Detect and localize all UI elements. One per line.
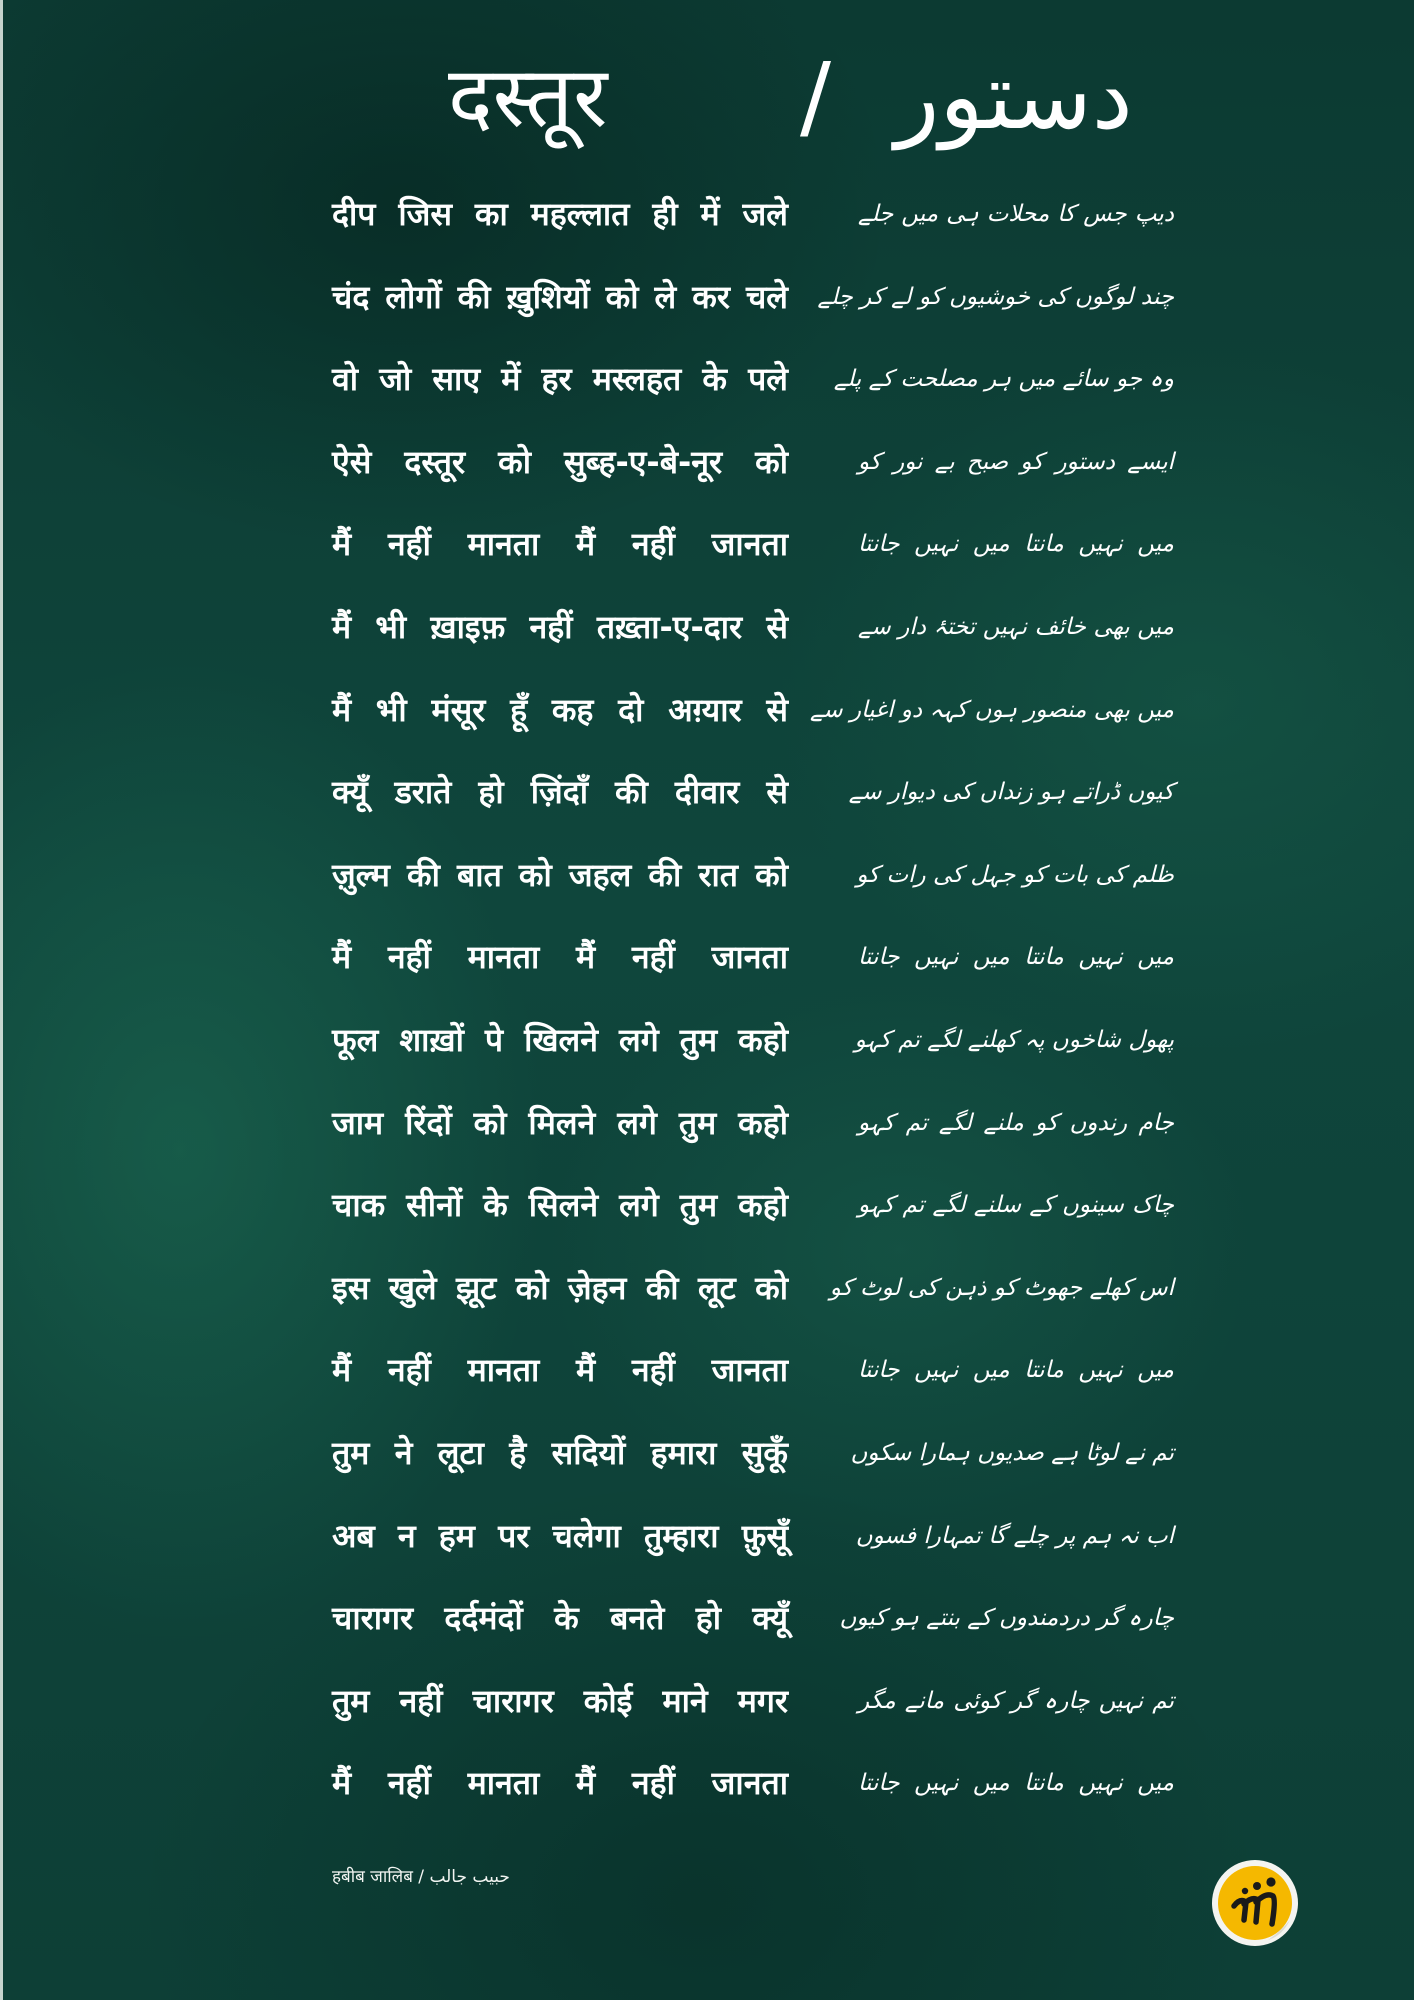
verse-hindi: फूल शाख़ों पे खिलने लगे तुम कहो [332, 1021, 788, 1059]
verse-row [0, 1425, 1414, 1481]
verse-urdu: میں نہیں مانتا میں نہیں جانتا [858, 1357, 1174, 1384]
verse-hindi: जाम रिंदों को मिलने लगे तुम कहो [332, 1103, 788, 1142]
verse-urdu: کیوں ڈراتے ہو زنداں کی دیوار سے [848, 779, 1174, 806]
verse-row [0, 1260, 1414, 1316]
poet-credit: हबीब जालिब / حبیب جالب [332, 1867, 510, 1887]
verse-row [0, 1342, 1414, 1398]
verse-hindi: मैं नहीं मानता मैं नहीं जानता [332, 938, 788, 977]
verse-row [0, 1012, 1414, 1068]
verse-row [0, 764, 1414, 820]
verse-urdu: میں نہیں مانتا میں نہیں جانتا [858, 944, 1174, 971]
verse-urdu: چند لوگوں کی خوشیوں کو لے کر چلے [817, 283, 1174, 310]
verse-hindi: मैं नहीं मानता मैं नहीं जानता [332, 525, 788, 564]
verse-hindi: चंद लोगों की ख़ुशियों को ले कर चले [332, 277, 788, 316]
verse-urdu: دیپ جس کا محلات ہی میں جلے [858, 201, 1174, 227]
verse-hindi: क्यूँ डराते हो ज़िंदाँ की दीवार से [332, 773, 788, 812]
verse-hindi: वो जो साए में हर मस्लहत के पले [332, 360, 788, 399]
verse-row [0, 1508, 1414, 1564]
verse-hindi: मैं भी मंसूर हूँ कह दो अग़्यार से [332, 690, 788, 729]
title-urdu: دستور [895, 43, 1133, 150]
verse-row [0, 929, 1414, 985]
verse-urdu: چارہ گر دردمندوں کے بنتے ہو کیوں [839, 1605, 1174, 1632]
verse-hindi: ज़ुल्म की बात को जहल की रात को [332, 855, 788, 894]
verse-urdu: پھول شاخوں پہ کھلنے لگے تم کہو [854, 1027, 1174, 1053]
verse-hindi: अब न हम पर चलेगा तुम्हारा फ़ुसूँ [332, 1516, 788, 1555]
verse-row [0, 269, 1414, 325]
verse-hindi: चाक सीनों के सिलने लगे तुम कहो [332, 1186, 788, 1225]
verse-urdu: اس کھلے جھوٹ کو ذہن کی لوٹ کو [829, 1274, 1174, 1301]
verse-hindi: ऐसे दस्तूर को सुब्ह-ए-बे-नूर को [332, 442, 788, 481]
verse-urdu: چاک سینوں کے سلنے لگے تم کہو [858, 1192, 1174, 1219]
verse-row [0, 599, 1414, 655]
verse-urdu: میں نہیں مانتا میں نہیں جانتا [858, 531, 1174, 558]
verse-hindi: मैं नहीं मानता मैं नहीं जानता [332, 1351, 788, 1390]
verse-row [0, 1755, 1414, 1811]
verse-urdu: وہ جو سائے میں ہر مصلحت کے پلے [833, 366, 1174, 393]
verse-urdu: تم نے لوٹا ہے صدیوں ہمارا سکوں [850, 1440, 1174, 1466]
verse-urdu: میں بھی خائف نہیں تختۂ دار سے [858, 614, 1174, 640]
verse-urdu: میں نہیں مانتا میں نہیں جانتا [858, 1770, 1174, 1797]
verse-urdu: ایسے دستور کو صبح بے نور کو [858, 448, 1174, 475]
verse-row [0, 682, 1414, 738]
verse-urdu: میں بھی منصور ہوں کہہ دو اغیار سے [809, 696, 1174, 723]
publisher-logo [1210, 1858, 1300, 1948]
verse-urdu: جام رندوں کو ملنے لگے تم کہو [858, 1109, 1174, 1136]
verse-urdu: ظلم کی بات کو جہل کی رات کو [856, 861, 1174, 888]
verse-row [0, 1177, 1414, 1233]
verse-hindi: इस खुले झूट को ज़ेहन की लूट को [332, 1268, 788, 1307]
verse-hindi: दीप जिस का महल्लात ही में जले [332, 195, 788, 233]
title-hindi: दस्तूर [448, 48, 608, 146]
verse-hindi: मैं नहीं मानता मैं नहीं जानता [332, 1764, 788, 1803]
title-separator: / [800, 43, 831, 150]
verse-row [0, 1590, 1414, 1646]
sticker-logo-icon [1210, 1858, 1300, 1948]
verse-row [0, 434, 1414, 490]
verse-hindi: तुम नहीं चारागर कोई माने मगर [332, 1681, 788, 1720]
verse-row [0, 1673, 1414, 1729]
verse-row [0, 516, 1414, 572]
verse-row [0, 847, 1414, 903]
verse-urdu: اب نہ ہم پر چلے گا تمہارا فسوں [855, 1522, 1174, 1549]
verse-row [0, 351, 1414, 407]
verse-row [0, 186, 1414, 242]
poem-title [0, 42, 1414, 152]
verse-hindi: चारागर दर्दमंदों के बनते हो क्यूँ [332, 1599, 788, 1638]
verse-hindi: मैं भी ख़ाइफ़ नहीं तख़्ता-ए-दार से [332, 608, 788, 646]
verse-hindi: तुम ने लूटा है सदियों हमारा सुकूँ [332, 1434, 788, 1472]
verse-urdu: تم نہیں چارہ گر کوئی مانے مگر [858, 1687, 1174, 1714]
verse-row [0, 1095, 1414, 1151]
